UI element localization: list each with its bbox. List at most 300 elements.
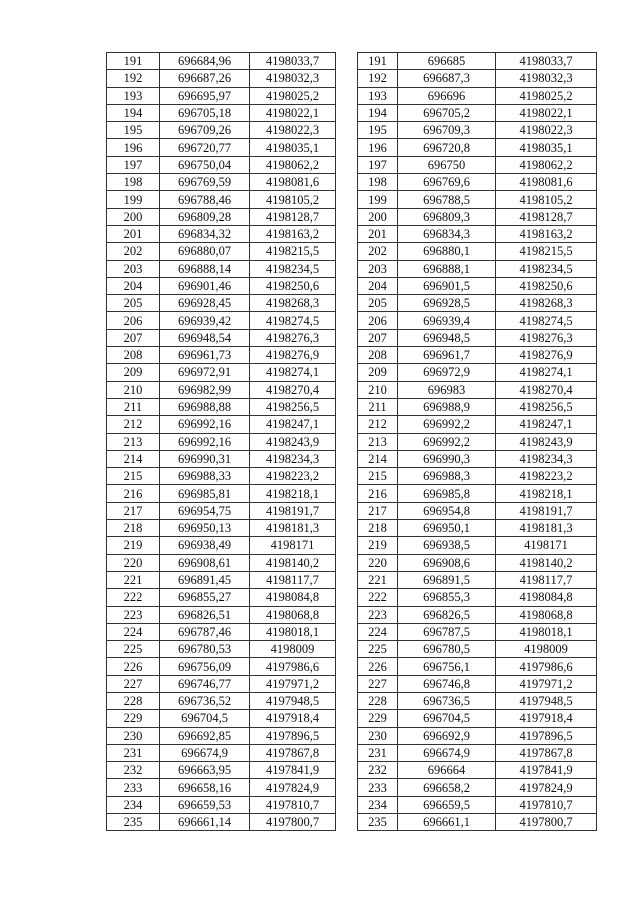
point-number-cell: 213 [107, 433, 160, 450]
y-coordinate-cell: 4198223,2 [496, 468, 597, 485]
x-coordinate-cell: 696750 [398, 156, 496, 173]
point-number-cell: 218 [107, 520, 160, 537]
y-coordinate-cell: 4197896,5 [496, 727, 597, 744]
table-row [107, 381, 336, 398]
table-row [358, 744, 597, 761]
x-coordinate-cell: 696664 [398, 762, 496, 779]
x-coordinate-cell: 696709,26 [160, 122, 250, 139]
y-coordinate-cell: 4197896,5 [250, 727, 336, 744]
point-number-cell: 234 [107, 796, 160, 813]
point-number-cell: 198 [107, 174, 160, 191]
table-row [107, 174, 336, 191]
table-row [107, 710, 336, 727]
table-row [358, 623, 597, 640]
y-coordinate-cell: 4198035,1 [250, 139, 336, 156]
x-coordinate-cell: 696880,1 [398, 243, 496, 260]
table-row [107, 762, 336, 779]
x-coordinate-cell: 696982,99 [160, 381, 250, 398]
table-row [107, 641, 336, 658]
point-number-cell: 219 [107, 537, 160, 554]
table-row [358, 398, 597, 415]
point-number-cell: 232 [358, 762, 398, 779]
point-number-cell: 228 [358, 692, 398, 709]
x-coordinate-cell: 696750,04 [160, 156, 250, 173]
table-row [358, 381, 597, 398]
table-row [358, 779, 597, 796]
table-row [107, 571, 336, 588]
table-row [358, 70, 597, 87]
table-row [358, 416, 597, 433]
y-coordinate-cell: 4198084,8 [496, 589, 597, 606]
table-row [358, 485, 597, 502]
table-row [358, 606, 597, 623]
y-coordinate-cell: 4198022,1 [496, 104, 597, 121]
point-number-cell: 215 [107, 468, 160, 485]
y-coordinate-cell: 4197867,8 [250, 744, 336, 761]
point-number-cell: 201 [358, 225, 398, 242]
x-coordinate-cell: 696938,49 [160, 537, 250, 554]
point-number-cell: 227 [107, 675, 160, 692]
table-row [358, 502, 597, 519]
y-coordinate-cell: 4198247,1 [496, 416, 597, 433]
x-coordinate-cell: 696769,6 [398, 174, 496, 191]
y-coordinate-cell: 4198128,7 [496, 208, 597, 225]
x-coordinate-cell: 696961,7 [398, 347, 496, 364]
y-coordinate-cell: 4198276,9 [496, 347, 597, 364]
y-coordinate-cell: 4198009 [496, 641, 597, 658]
x-coordinate-cell: 696972,9 [398, 364, 496, 381]
y-coordinate-cell: 4197948,5 [250, 692, 336, 709]
y-coordinate-cell: 4198022,3 [250, 122, 336, 139]
left-coordinates-table [106, 52, 336, 831]
table-row [358, 554, 597, 571]
table-row [358, 762, 597, 779]
point-number-cell: 203 [107, 260, 160, 277]
y-coordinate-cell: 4197824,9 [496, 779, 597, 796]
point-number-cell: 206 [107, 312, 160, 329]
y-coordinate-cell: 4198243,9 [496, 433, 597, 450]
table-row [358, 191, 597, 208]
point-number-cell: 229 [358, 710, 398, 727]
table-row [358, 139, 597, 156]
x-coordinate-cell: 696705,18 [160, 104, 250, 121]
table-row [107, 520, 336, 537]
table-row [358, 450, 597, 467]
y-coordinate-cell: 4198234,5 [250, 260, 336, 277]
table-row [358, 468, 597, 485]
point-number-cell: 199 [107, 191, 160, 208]
y-coordinate-cell: 4197918,4 [496, 710, 597, 727]
x-coordinate-cell: 696736,5 [398, 692, 496, 709]
table-row [358, 208, 597, 225]
y-coordinate-cell: 4198035,1 [496, 139, 597, 156]
point-number-cell: 221 [358, 571, 398, 588]
point-number-cell: 208 [358, 347, 398, 364]
y-coordinate-cell: 4198022,1 [250, 104, 336, 121]
table-row [107, 225, 336, 242]
y-coordinate-cell: 4198105,2 [250, 191, 336, 208]
table-row [107, 139, 336, 156]
point-number-cell: 235 [358, 814, 398, 831]
x-coordinate-cell: 696663,95 [160, 762, 250, 779]
y-coordinate-cell: 4198218,1 [250, 485, 336, 502]
table-row [358, 814, 597, 831]
point-number-cell: 220 [358, 554, 398, 571]
y-coordinate-cell: 4198105,2 [496, 191, 597, 208]
y-coordinate-cell: 4197841,9 [496, 762, 597, 779]
point-number-cell: 210 [358, 381, 398, 398]
point-number-cell: 197 [358, 156, 398, 173]
table-row [358, 641, 597, 658]
table-row [107, 658, 336, 675]
y-coordinate-cell: 4198274,1 [496, 364, 597, 381]
point-number-cell: 191 [107, 53, 160, 70]
point-number-cell: 225 [358, 641, 398, 658]
point-number-cell: 192 [358, 70, 398, 87]
x-coordinate-cell: 696950,1 [398, 520, 496, 537]
table-row [107, 208, 336, 225]
point-number-cell: 193 [358, 87, 398, 104]
y-coordinate-cell: 4197800,7 [250, 814, 336, 831]
table-row [358, 329, 597, 346]
x-coordinate-cell: 696928,45 [160, 295, 250, 312]
table-row [107, 727, 336, 744]
table-row [107, 589, 336, 606]
table-row [107, 295, 336, 312]
x-coordinate-cell: 696990,3 [398, 450, 496, 467]
x-coordinate-cell: 696901,5 [398, 277, 496, 294]
point-number-cell: 195 [107, 122, 160, 139]
point-number-cell: 209 [107, 364, 160, 381]
y-coordinate-cell: 4198128,7 [250, 208, 336, 225]
table-row [107, 554, 336, 571]
x-coordinate-cell: 696736,52 [160, 692, 250, 709]
y-coordinate-cell: 4198117,7 [496, 571, 597, 588]
table-row [107, 692, 336, 709]
right-table-body [358, 53, 597, 831]
point-number-cell: 224 [107, 623, 160, 640]
x-coordinate-cell: 696809,3 [398, 208, 496, 225]
x-coordinate-cell: 696954,8 [398, 502, 496, 519]
x-coordinate-cell: 696948,5 [398, 329, 496, 346]
right-coordinates-table [357, 52, 597, 831]
x-coordinate-cell: 696696 [398, 87, 496, 104]
x-coordinate-cell: 696939,42 [160, 312, 250, 329]
y-coordinate-cell: 4198274,5 [250, 312, 336, 329]
point-number-cell: 226 [107, 658, 160, 675]
table-row [107, 87, 336, 104]
point-number-cell: 211 [107, 398, 160, 415]
table-row [358, 364, 597, 381]
point-number-cell: 230 [358, 727, 398, 744]
y-coordinate-cell: 4198270,4 [250, 381, 336, 398]
table-row [107, 814, 336, 831]
point-number-cell: 235 [107, 814, 160, 831]
y-coordinate-cell: 4198250,6 [250, 277, 336, 294]
y-coordinate-cell: 4198234,5 [496, 260, 597, 277]
x-coordinate-cell: 696888,14 [160, 260, 250, 277]
table-row [107, 623, 336, 640]
point-number-cell: 222 [358, 589, 398, 606]
x-coordinate-cell: 696938,5 [398, 537, 496, 554]
y-coordinate-cell: 4198276,9 [250, 347, 336, 364]
table-row [107, 156, 336, 173]
x-coordinate-cell: 696787,5 [398, 623, 496, 640]
table-row [107, 277, 336, 294]
table-row [107, 53, 336, 70]
y-coordinate-cell: 4197810,7 [250, 796, 336, 813]
x-coordinate-cell: 696746,8 [398, 675, 496, 692]
x-coordinate-cell: 696658,16 [160, 779, 250, 796]
table-row [358, 87, 597, 104]
point-number-cell: 196 [358, 139, 398, 156]
table-row [358, 675, 597, 692]
x-coordinate-cell: 696704,5 [160, 710, 250, 727]
y-coordinate-cell: 4198084,8 [250, 589, 336, 606]
x-coordinate-cell: 696888,1 [398, 260, 496, 277]
table-row [107, 468, 336, 485]
point-number-cell: 204 [358, 277, 398, 294]
point-number-cell: 233 [358, 779, 398, 796]
x-coordinate-cell: 696992,16 [160, 416, 250, 433]
x-coordinate-cell: 696826,51 [160, 606, 250, 623]
y-coordinate-cell: 4198181,3 [250, 520, 336, 537]
x-coordinate-cell: 696855,27 [160, 589, 250, 606]
y-coordinate-cell: 4198215,5 [250, 243, 336, 260]
point-number-cell: 216 [107, 485, 160, 502]
x-coordinate-cell: 696950,13 [160, 520, 250, 537]
x-coordinate-cell: 696661,14 [160, 814, 250, 831]
y-coordinate-cell: 4198268,3 [496, 295, 597, 312]
y-coordinate-cell: 4198274,1 [250, 364, 336, 381]
y-coordinate-cell: 4198068,8 [250, 606, 336, 623]
x-coordinate-cell: 696961,73 [160, 347, 250, 364]
x-coordinate-cell: 696709,3 [398, 122, 496, 139]
x-coordinate-cell: 696684,96 [160, 53, 250, 70]
point-number-cell: 192 [107, 70, 160, 87]
point-number-cell: 231 [358, 744, 398, 761]
y-coordinate-cell: 4198081,6 [496, 174, 597, 191]
point-number-cell: 200 [358, 208, 398, 225]
table-row [358, 312, 597, 329]
y-coordinate-cell: 4198068,8 [496, 606, 597, 623]
point-number-cell: 196 [107, 139, 160, 156]
x-coordinate-cell: 696692,85 [160, 727, 250, 744]
x-coordinate-cell: 696954,75 [160, 502, 250, 519]
point-number-cell: 212 [358, 416, 398, 433]
x-coordinate-cell: 696948,54 [160, 329, 250, 346]
point-number-cell: 202 [107, 243, 160, 260]
x-coordinate-cell: 696880,07 [160, 243, 250, 260]
x-coordinate-cell: 696659,5 [398, 796, 496, 813]
x-coordinate-cell: 696988,9 [398, 398, 496, 415]
point-number-cell: 191 [358, 53, 398, 70]
x-coordinate-cell: 696891,5 [398, 571, 496, 588]
point-number-cell: 220 [107, 554, 160, 571]
x-coordinate-cell: 696685 [398, 53, 496, 70]
y-coordinate-cell: 4198268,3 [250, 295, 336, 312]
point-number-cell: 202 [358, 243, 398, 260]
table-row [358, 796, 597, 813]
table-row [107, 485, 336, 502]
x-coordinate-cell: 696988,33 [160, 468, 250, 485]
left-table-body [107, 53, 336, 831]
table-row [107, 502, 336, 519]
point-number-cell: 214 [107, 450, 160, 467]
x-coordinate-cell: 696780,53 [160, 641, 250, 658]
table-row [107, 312, 336, 329]
point-number-cell: 203 [358, 260, 398, 277]
y-coordinate-cell: 4198181,3 [496, 520, 597, 537]
y-coordinate-cell: 4197800,7 [496, 814, 597, 831]
table-row [107, 70, 336, 87]
table-row [107, 796, 336, 813]
table-row [107, 364, 336, 381]
point-number-cell: 229 [107, 710, 160, 727]
table-row [107, 450, 336, 467]
point-number-cell: 205 [107, 295, 160, 312]
point-number-cell: 233 [107, 779, 160, 796]
point-number-cell: 225 [107, 641, 160, 658]
x-coordinate-cell: 696769,59 [160, 174, 250, 191]
table-row [107, 606, 336, 623]
point-number-cell: 213 [358, 433, 398, 450]
table-row [358, 589, 597, 606]
x-coordinate-cell: 696990,31 [160, 450, 250, 467]
table-row [107, 537, 336, 554]
x-coordinate-cell: 696720,8 [398, 139, 496, 156]
point-number-cell: 195 [358, 122, 398, 139]
x-coordinate-cell: 696746,77 [160, 675, 250, 692]
y-coordinate-cell: 4198191,7 [250, 502, 336, 519]
x-coordinate-cell: 696756,09 [160, 658, 250, 675]
table-row [358, 727, 597, 744]
point-number-cell: 211 [358, 398, 398, 415]
y-coordinate-cell: 4198250,6 [496, 277, 597, 294]
x-coordinate-cell: 696720,77 [160, 139, 250, 156]
table-row [358, 225, 597, 242]
point-number-cell: 193 [107, 87, 160, 104]
y-coordinate-cell: 4197986,6 [250, 658, 336, 675]
x-coordinate-cell: 696992,16 [160, 433, 250, 450]
x-coordinate-cell: 696834,3 [398, 225, 496, 242]
point-number-cell: 218 [358, 520, 398, 537]
table-row [107, 122, 336, 139]
y-coordinate-cell: 4198247,1 [250, 416, 336, 433]
x-coordinate-cell: 696658,2 [398, 779, 496, 796]
y-coordinate-cell: 4198256,5 [250, 398, 336, 415]
x-coordinate-cell: 696787,46 [160, 623, 250, 640]
point-number-cell: 217 [107, 502, 160, 519]
x-coordinate-cell: 696834,32 [160, 225, 250, 242]
x-coordinate-cell: 696780,5 [398, 641, 496, 658]
y-coordinate-cell: 4197948,5 [496, 692, 597, 709]
x-coordinate-cell: 696704,5 [398, 710, 496, 727]
y-coordinate-cell: 4198022,3 [496, 122, 597, 139]
y-coordinate-cell: 4198223,2 [250, 468, 336, 485]
table-row [358, 537, 597, 554]
y-coordinate-cell: 4198171 [250, 537, 336, 554]
point-number-cell: 231 [107, 744, 160, 761]
table-row [358, 710, 597, 727]
point-number-cell: 230 [107, 727, 160, 744]
table-row [358, 347, 597, 364]
table-row [358, 104, 597, 121]
y-coordinate-cell: 4197971,2 [250, 675, 336, 692]
y-coordinate-cell: 4198117,7 [250, 571, 336, 588]
x-coordinate-cell: 696756,1 [398, 658, 496, 675]
y-coordinate-cell: 4198025,2 [250, 87, 336, 104]
point-number-cell: 234 [358, 796, 398, 813]
y-coordinate-cell: 4198234,3 [250, 450, 336, 467]
x-coordinate-cell: 696687,3 [398, 70, 496, 87]
x-coordinate-cell: 696985,8 [398, 485, 496, 502]
y-coordinate-cell: 4197986,6 [496, 658, 597, 675]
x-coordinate-cell: 696674,9 [160, 744, 250, 761]
table-row [107, 260, 336, 277]
y-coordinate-cell: 4198025,2 [496, 87, 597, 104]
point-number-cell: 207 [358, 329, 398, 346]
y-coordinate-cell: 4198270,4 [496, 381, 597, 398]
table-row [358, 658, 597, 675]
x-coordinate-cell: 696788,5 [398, 191, 496, 208]
y-coordinate-cell: 4197824,9 [250, 779, 336, 796]
x-coordinate-cell: 696692,9 [398, 727, 496, 744]
x-coordinate-cell: 696908,61 [160, 554, 250, 571]
x-coordinate-cell: 696985,81 [160, 485, 250, 502]
table-row [358, 156, 597, 173]
x-coordinate-cell: 696891,45 [160, 571, 250, 588]
point-number-cell: 223 [107, 606, 160, 623]
x-coordinate-cell: 696826,5 [398, 606, 496, 623]
y-coordinate-cell: 4198276,3 [250, 329, 336, 346]
table-row [107, 243, 336, 260]
table-row [358, 692, 597, 709]
point-number-cell: 221 [107, 571, 160, 588]
table-row [107, 779, 336, 796]
table-row [107, 329, 336, 346]
point-number-cell: 204 [107, 277, 160, 294]
point-number-cell: 212 [107, 416, 160, 433]
y-coordinate-cell: 4198009 [250, 641, 336, 658]
table-row [358, 122, 597, 139]
point-number-cell: 219 [358, 537, 398, 554]
x-coordinate-cell: 696661,1 [398, 814, 496, 831]
x-coordinate-cell: 696659,53 [160, 796, 250, 813]
y-coordinate-cell: 4198218,1 [496, 485, 597, 502]
x-coordinate-cell: 696705,2 [398, 104, 496, 121]
x-coordinate-cell: 696687,26 [160, 70, 250, 87]
x-coordinate-cell: 696809,28 [160, 208, 250, 225]
point-number-cell: 208 [107, 347, 160, 364]
y-coordinate-cell: 4198032,3 [250, 70, 336, 87]
y-coordinate-cell: 4198274,5 [496, 312, 597, 329]
table-row [358, 520, 597, 537]
table-row [358, 243, 597, 260]
point-number-cell: 201 [107, 225, 160, 242]
y-coordinate-cell: 4197841,9 [250, 762, 336, 779]
y-coordinate-cell: 4197867,8 [496, 744, 597, 761]
point-number-cell: 216 [358, 485, 398, 502]
y-coordinate-cell: 4198276,3 [496, 329, 597, 346]
x-coordinate-cell: 696983 [398, 381, 496, 398]
y-coordinate-cell: 4198081,6 [250, 174, 336, 191]
table-row [358, 571, 597, 588]
point-number-cell: 223 [358, 606, 398, 623]
point-number-cell: 200 [107, 208, 160, 225]
x-coordinate-cell: 696908,6 [398, 554, 496, 571]
point-number-cell: 215 [358, 468, 398, 485]
